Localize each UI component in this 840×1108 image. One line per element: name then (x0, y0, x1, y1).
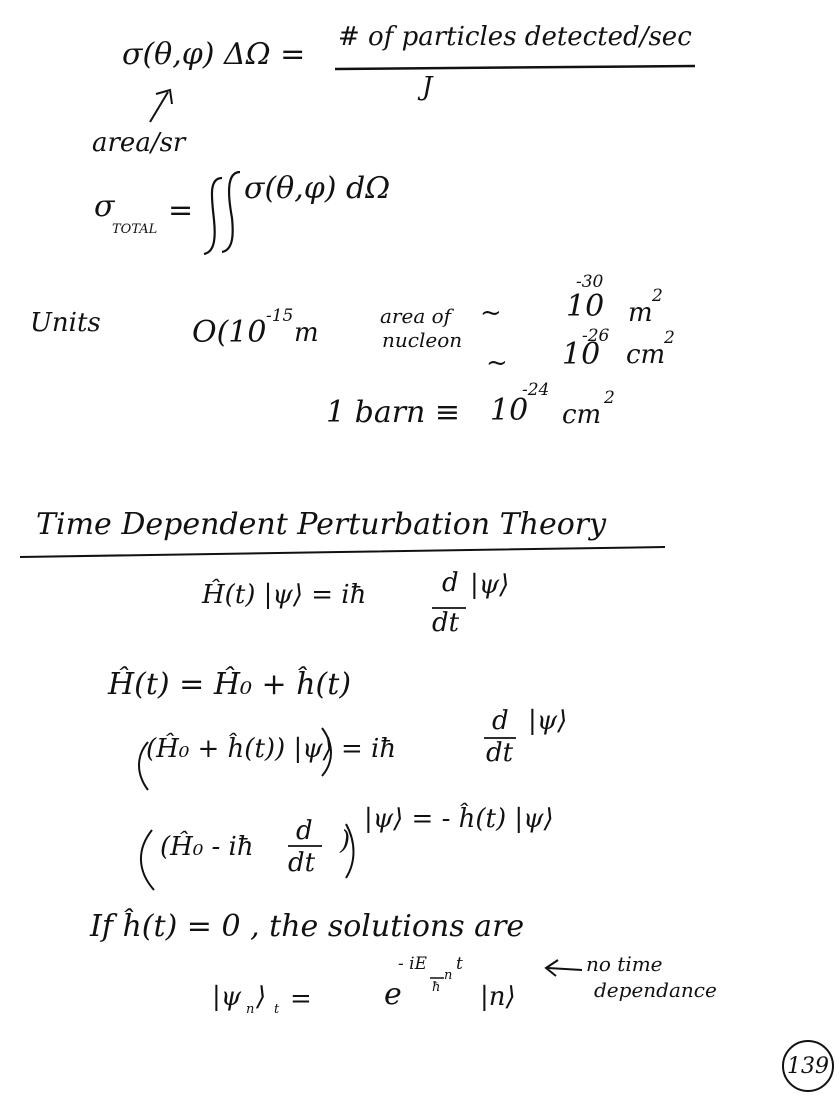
eq4-frac-den: dt (288, 848, 316, 878)
barn-unit: cm (562, 400, 602, 430)
cross-section-numerator: # of particles detected/sec (338, 22, 692, 52)
eq1-frac-num: d (442, 568, 459, 598)
units-label: Units (30, 308, 101, 338)
solution-ket: |n⟩ (480, 982, 516, 1012)
solution-exp-base: e (384, 977, 402, 1012)
eq3-frac-den: dt (486, 738, 514, 768)
section-heading: Time Dependent Perturbation Theory (36, 507, 607, 542)
barn-base: 10 (490, 393, 529, 428)
eq3-frac-num: d (492, 706, 509, 736)
arrow-up-icon (150, 92, 168, 122)
nucleon-label: nucleon (382, 328, 463, 352)
cross-section-denominator: J (422, 72, 433, 102)
integral-icon (204, 178, 222, 254)
approx-2: ~ (486, 348, 508, 378)
eq4-rhs: |ψ⟩ = - ĥ(t) |ψ⟩ (364, 804, 554, 834)
area-cm-unit: cm (626, 340, 666, 370)
eq1-rhs: |ψ⟩ (470, 570, 510, 600)
solution-exponent-t: t (456, 954, 463, 974)
eq2: Ĥ(t) = Ĥ₀ + ĥ(t) (108, 667, 352, 702)
area-of-label: area of (380, 304, 452, 328)
area-cm-unit-exponent: 2 (664, 328, 675, 348)
area-m-unit-exponent: 2 (652, 286, 663, 306)
eq3-lhs: (Ĥ₀ + ĥ(t)) |ψ⟩ = iħ (146, 734, 397, 764)
solution-equals: = (290, 984, 312, 1014)
fraction-bar (335, 66, 695, 69)
solution-exponent-hbar: ħ (432, 980, 441, 995)
integrand: σ(θ,φ) dΩ (244, 171, 391, 206)
area-per-sr-annotation: area/sr (92, 128, 186, 158)
area-m-base: 10 (566, 289, 605, 324)
note-dependance: dependance (594, 978, 717, 1002)
eq1-lhs: Ĥ(t) |ψ⟩ = iħ (202, 580, 367, 610)
solution-exponent-sub: n (444, 968, 453, 983)
barn-exponent: -24 (522, 380, 550, 400)
condition-line: If ĥ(t) = 0 , the solutions are (90, 909, 525, 944)
eq4-close: ) (340, 826, 351, 856)
eq3-rhs: |ψ⟩ (528, 706, 568, 736)
approx-1: ~ (480, 298, 502, 328)
sigma-total-equals: = (168, 193, 194, 228)
solution-exponent: - iE (398, 954, 427, 974)
solution-lhs-close: ⟩ (256, 982, 267, 1012)
arrow-left-icon (548, 968, 582, 970)
area-m-unit: m (628, 298, 653, 328)
nucleon-size-unit: m (294, 318, 319, 348)
nucleon-size: O(10 (192, 315, 267, 350)
nucleon-size-exponent: -15 (266, 306, 294, 326)
solution-lhs-time-sub: t (274, 1002, 280, 1017)
page-number: 139 (782, 1040, 834, 1092)
note-no-time: no time (586, 952, 663, 976)
barn-unit-exponent: 2 (604, 388, 615, 408)
area-m-exponent: -30 (576, 272, 604, 292)
area-cm-exponent: -26 (582, 326, 610, 346)
eq4-lhs: (Ĥ₀ - iħ (160, 832, 254, 862)
cross-section-lhs: σ(θ,φ) ΔΩ = (122, 37, 306, 72)
heading-underline (20, 547, 665, 557)
area-cm-base: 10 (562, 337, 601, 372)
eq4-frac-num: d (296, 816, 313, 846)
sigma-total-symbol: σ (94, 189, 115, 224)
sigma-total-subscript: TOTAL (112, 222, 158, 237)
barn-lhs: 1 barn ≡ (326, 395, 461, 430)
solution-lhs-sub: n (246, 1002, 255, 1017)
eq1-frac-den: dt (432, 608, 460, 638)
solution-lhs: |ψ (212, 982, 242, 1012)
